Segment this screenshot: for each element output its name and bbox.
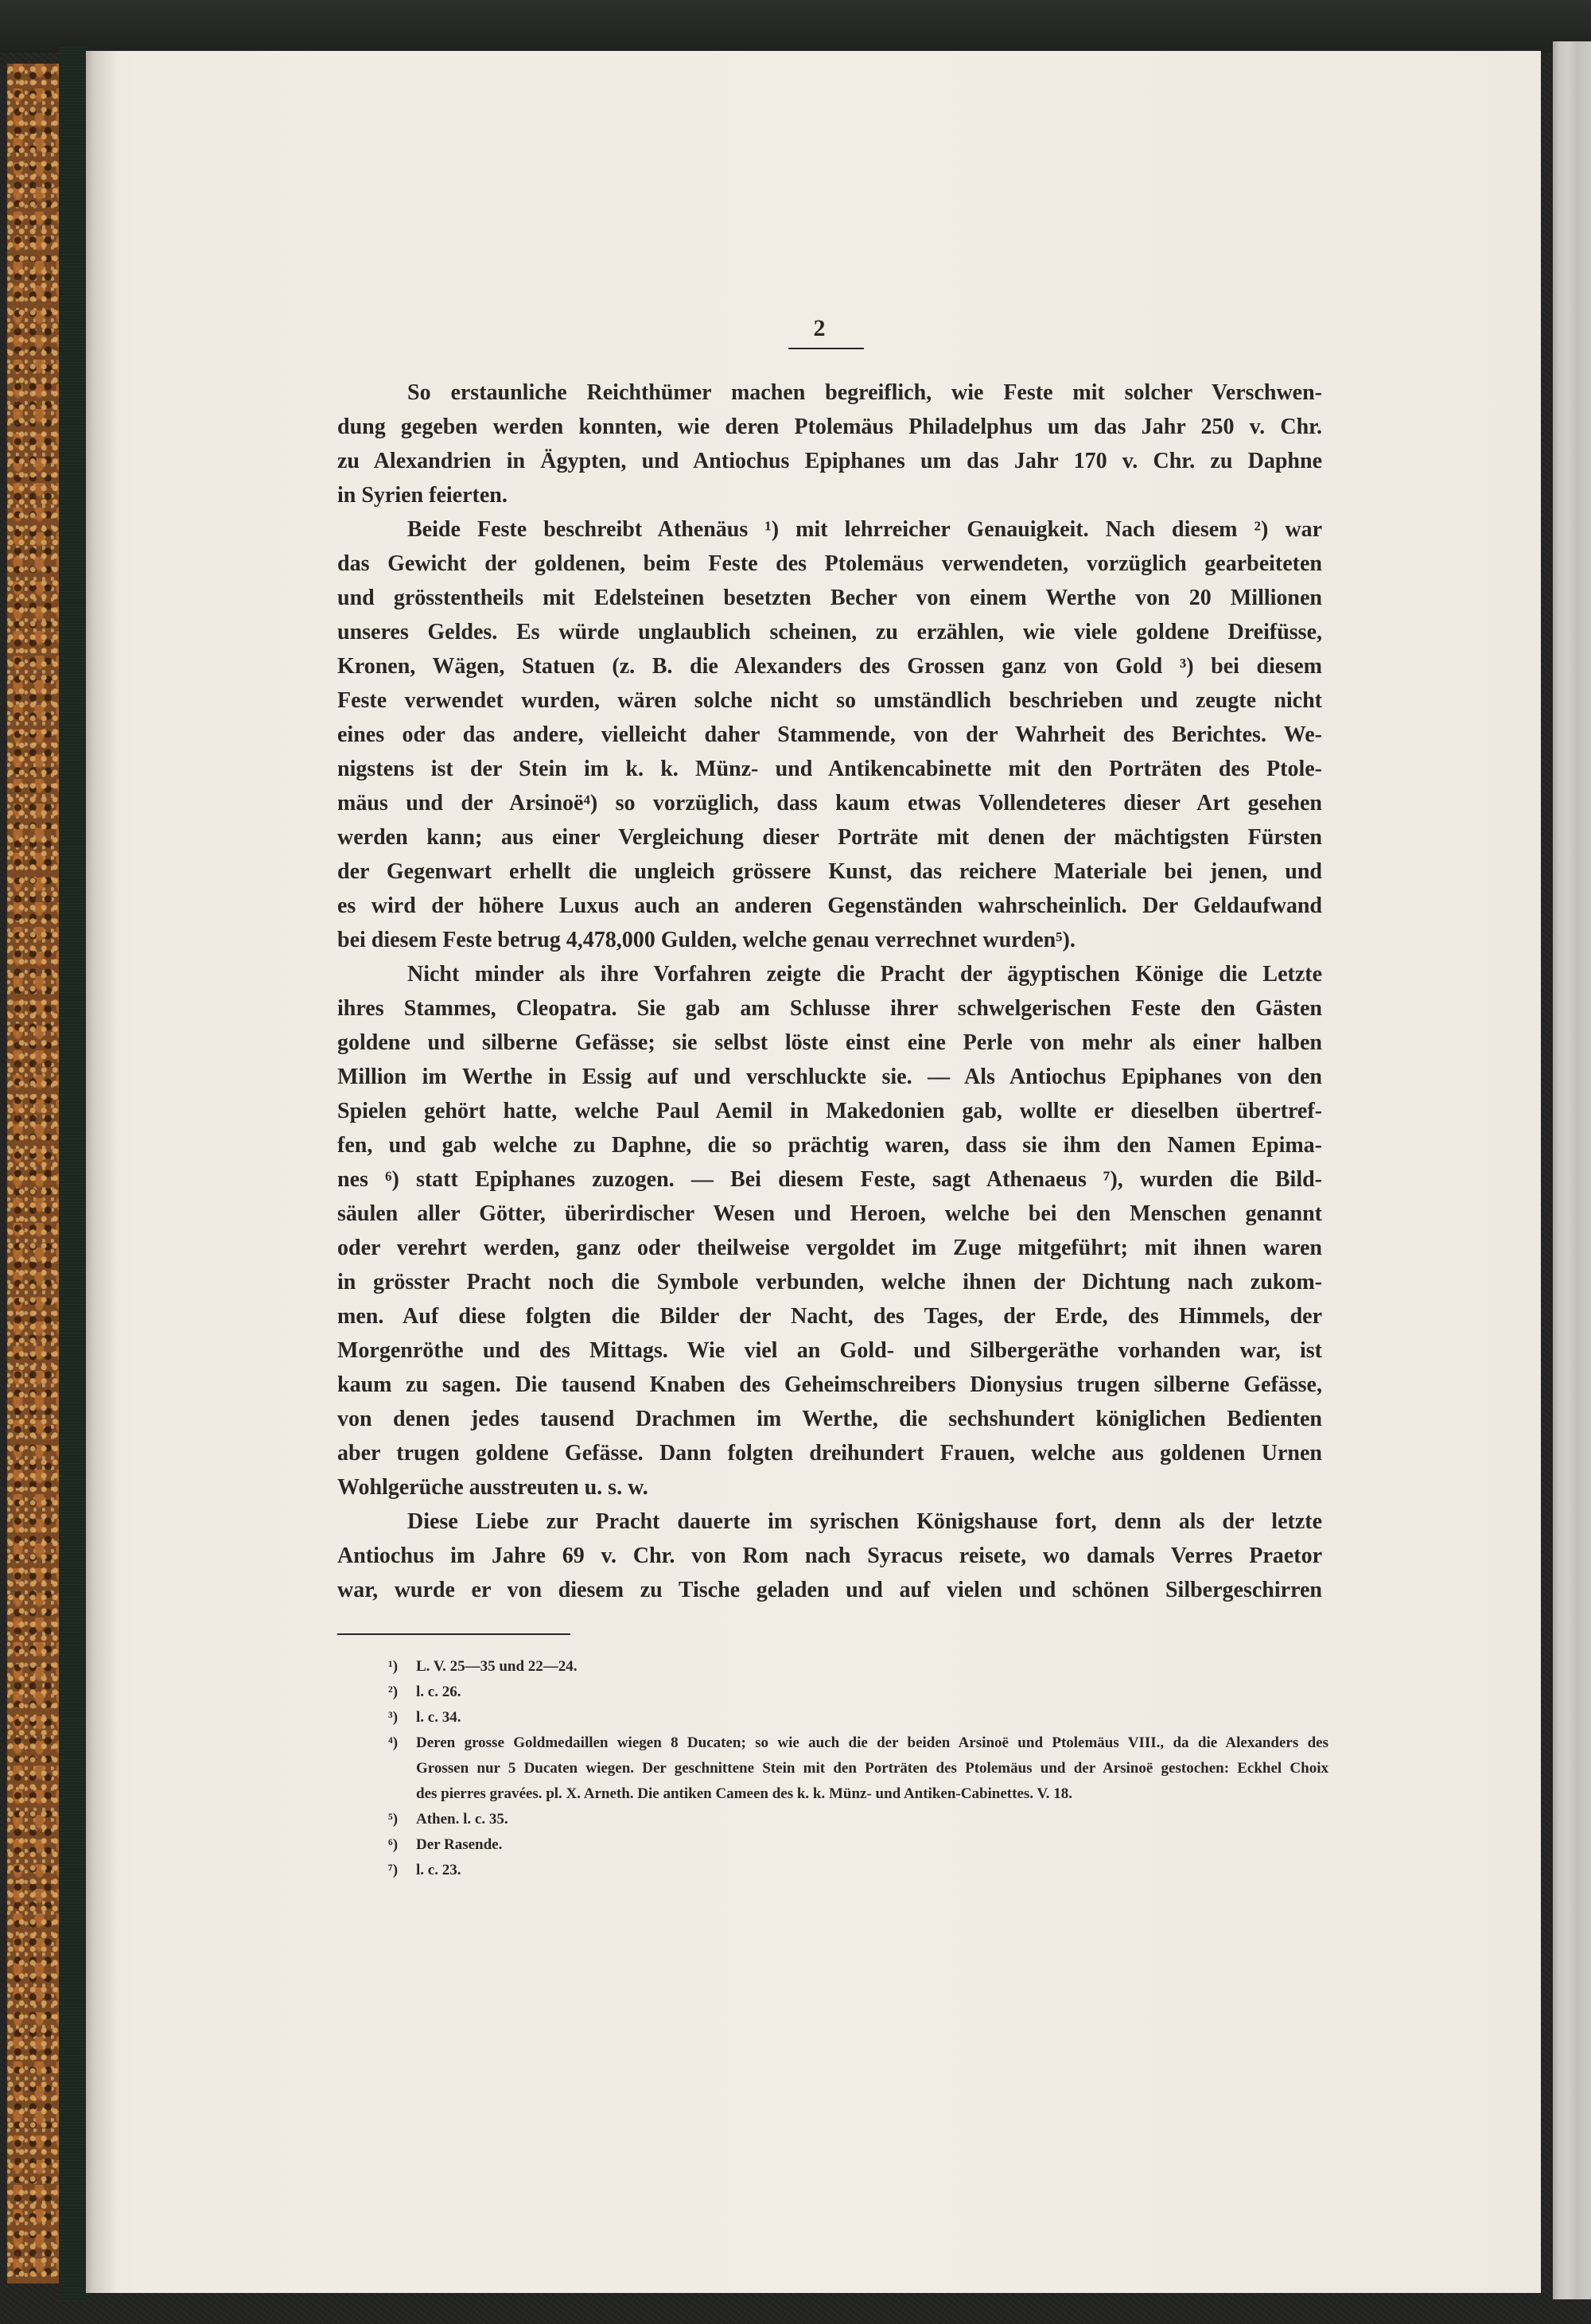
- body-line: der Gegenwart erhellt die ungleich grössere Kunst, das reichere Materiale bei jenen, und: [337, 859, 1322, 884]
- footnote: [388, 1730, 1328, 1807]
- body-line: es wird der höhere Luxus auch an anderen Gegenständen wahrscheinlich. Der Geldaufwand: [337, 893, 1322, 918]
- footnote-line: Grossen nur 5 Ducaten wiegen. Der geschnittene Stein mit den Porträten des Ptolemäus und der Arsinoë gestochen: Eckhel Choix: [416, 1760, 1328, 1777]
- body-line: aber trugen goldene Gefässe. Dann folgten dreihundert Frauen, welche aus goldenen Urnen: [337, 1441, 1322, 1466]
- body-line: von denen jedes tausend Drachmen im Werthe, die sechshundert königlichen Bedienten: [337, 1407, 1322, 1431]
- body-line: in Syrien feierten.: [337, 483, 508, 508]
- body-line: säulen aller Götter, überirdischer Wesen und Heroen, welche bei den Menschen genannt: [337, 1201, 1322, 1226]
- top-board-edge: [0, 0, 1591, 53]
- body-line: So erstaunliche Reichthümer machen begreiflich, wie Feste mit solcher Verschwen-: [407, 380, 1322, 405]
- body-line: eines oder das andere, vielleicht daher Stammende, von der Wahrheit des Berichtes. We-: [337, 722, 1322, 747]
- footnote-marker: ⁵): [388, 1811, 399, 1828]
- footnote: [388, 1858, 1328, 1883]
- footnote: [388, 1680, 1328, 1705]
- footnote: [388, 1832, 1328, 1858]
- paragraph: [337, 957, 1322, 1505]
- footnote-line: Athen. l. c. 35.: [416, 1811, 508, 1828]
- body-line: war, wurde er von diesem zu Tische geladen und auf vielen und schönen Silbergeschirren: [337, 1578, 1322, 1602]
- body-line: Beide Feste beschreibt Athenäus ¹) mit lehrreicher Genauigkeit. Nach diesem ²) war: [407, 517, 1322, 542]
- body-line: in grösster Pracht noch die Symbole verbunden, welche ihnen der Dichtung nach zukom-: [337, 1270, 1322, 1294]
- footnote-line: Der Rasende.: [416, 1836, 503, 1853]
- body-line: ihres Stammes, Cleopatra. Sie gab am Schlusse ihrer schwelgerischen Feste den Gästen: [337, 996, 1322, 1021]
- footnote-line: Deren grosse Goldmedaillen wiegen 8 Ducaten; so wie auch die der beiden Arsinoë und Ptolemäus VIII., da die Alexanders des: [416, 1734, 1328, 1751]
- body-line: bei diesem Feste betrug 4,478,000 Gulden, welche genau verrechnet wurden⁵).: [337, 928, 1076, 952]
- binding-cloth: [59, 46, 88, 2301]
- footnote-line: L. V. 25—35 und 22—24.: [416, 1658, 578, 1675]
- body-line: das Gewicht der goldenen, beim Feste des Ptolemäus verwendeten, vorzüglich gearbeiteten: [337, 551, 1322, 576]
- footnote-marker: ⁶): [388, 1836, 399, 1853]
- footnote-line: l. c. 23.: [416, 1862, 461, 1878]
- body-line: Kronen, Wägen, Statuen (z. B. die Alexanders des Grossen ganz von Gold ³) bei diesem: [337, 654, 1322, 679]
- page-number: 2: [813, 315, 826, 341]
- body-line: Antiochus im Jahre 69 v. Chr. von Rom nach Syracus reisete, wo damals Verres Praetor: [337, 1543, 1322, 1568]
- body-line: kaum zu sagen. Die tausend Knaben des Geheimschreibers Dionysius trugen silberne Gefässe,: [337, 1372, 1322, 1397]
- body-line: Morgenröthe und des Mittags. Wie viel an Gold- und Silbergeräthe vorhanden war, ist: [337, 1338, 1322, 1363]
- body-line: Feste verwendet wurden, wären solche nicht so umständlich beschrieben und zeugte nicht: [337, 688, 1322, 713]
- body-line: Million im Werthe in Essig auf und verschluckte sie. — Als Antiochus Epiphanes von den: [337, 1065, 1322, 1089]
- footnote: [388, 1807, 1328, 1832]
- page-number-rule: [788, 348, 864, 349]
- footnote-line: l. c. 34.: [416, 1709, 461, 1726]
- footnotes: [388, 1654, 1328, 1883]
- paragraph: [337, 376, 1322, 512]
- body-line: dung gegeben werden konnten, wie deren Ptolemäus Philadelphus um das Jahr 250 v. Chr.: [337, 415, 1322, 439]
- body-line: mäus und der Arsinoë⁴) so vorzüglich, dass kaum etwas Vollendeteres dieser Art gesehen: [337, 791, 1322, 816]
- footnote-line: des pierres gravées. pl. X. Arneth. Die antiken Cameen des k. k. Münz- und Antiken-Cabinettes. V. 18.: [416, 1785, 1072, 1802]
- body-line: oder verehrt werden, ganz oder theilweise vergoldet im Zuge mitgeführt; mit ihnen waren: [337, 1236, 1322, 1260]
- footnote-marker: ³): [388, 1709, 399, 1726]
- body-line: goldene und silberne Gefässe; sie selbst löste einst eine Perle von mehr als einer halben: [337, 1030, 1322, 1055]
- body-line: Spielen gehört hatte, welche Paul Aemil in Makedonien gab, wollte er dieselben übertref-: [337, 1099, 1322, 1123]
- paragraph: [337, 1505, 1322, 1607]
- footnote-marker: ¹): [388, 1658, 399, 1675]
- marbled-endpaper: [7, 64, 59, 2283]
- body-text: [337, 376, 1322, 1607]
- footnote-marker: ⁴): [388, 1734, 399, 1751]
- footnote-marker: ²): [388, 1684, 399, 1700]
- footnote: [388, 1705, 1328, 1730]
- body-line: nes ⁶) statt Epiphanes zuzogen. — Bei diesem Feste, sagt Athenaeus ⁷), wurden die Bild-: [337, 1167, 1322, 1192]
- body-line: zu Alexandrien in Ägypten, und Antiochus Epiphanes um das Jahr 170 v. Chr. zu Daphne: [337, 449, 1322, 473]
- body-line: und grösstentheils mit Edelsteinen besetzten Becher von einem Werthe von 20 Millionen: [337, 586, 1322, 610]
- next-page-edge: [1553, 41, 1591, 2299]
- footnote-rule: [337, 1633, 570, 1635]
- body-line: fen, und gab welche zu Daphne, die so prächtig waren, dass sie ihm den Namen Epima-: [337, 1133, 1322, 1158]
- body-line: unseres Geldes. Es würde unglaublich scheinen, zu erzählen, wie viele goldene Dreifüsse,: [337, 620, 1322, 644]
- gutter-shadow: [86, 51, 118, 2293]
- body-line: Wohlgerüche ausstreuten u. s. w.: [337, 1475, 648, 1500]
- body-line: men. Auf diese folgten die Bilder der Nacht, des Tages, der Erde, des Himmels, der: [337, 1304, 1322, 1329]
- body-line: Diese Liebe zur Pracht dauerte im syrischen Königshause fort, denn als der letzte: [407, 1509, 1322, 1534]
- body-line: Nicht minder als ihre Vorfahren zeigte die Pracht der ägyptischen Könige die Letzte: [407, 962, 1322, 987]
- body-line: werden kann; aus einer Vergleichung dieser Porträte mit denen der mächtigsten Fürsten: [337, 825, 1322, 850]
- paragraph: [337, 512, 1322, 957]
- footnote: [388, 1654, 1328, 1680]
- footnote-line: l. c. 26.: [416, 1684, 461, 1700]
- body-line: nigstens ist der Stein im k. k. Münz- und Antikencabinette mit den Porträten des Ptole-: [337, 757, 1322, 781]
- footnote-marker: ⁷): [388, 1862, 399, 1878]
